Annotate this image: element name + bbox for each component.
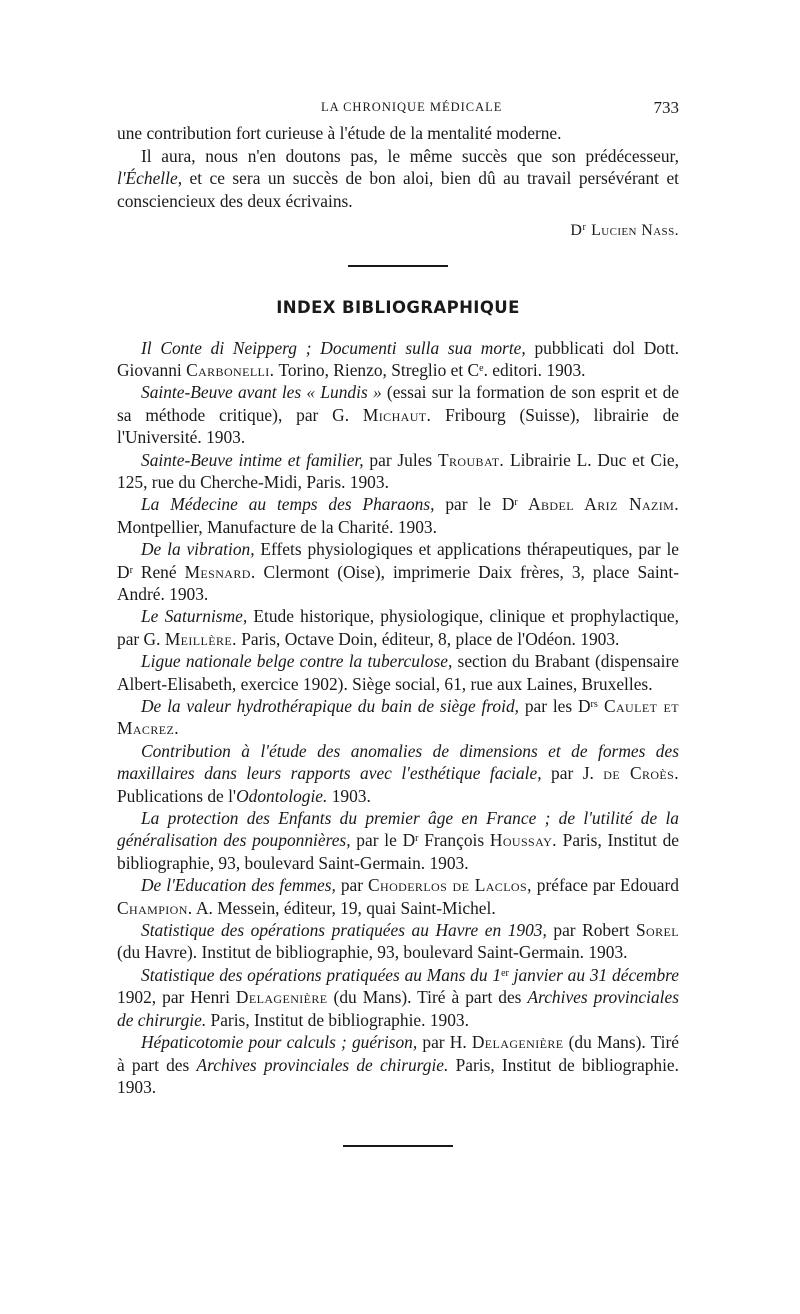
- bibliography-entry: Statistique des opérations pratiquées au Mans du 1er janvier au 31 décembre 1902, par Henri Delagenière (du Mans). Tiré à part des Archives provinciales de chirurgie. Paris, Institut de bibliographie. 1903.: [117, 964, 679, 1030]
- bibliography-entry: Sainte-Beuve avant les « Lundis » (essai sur la formation de son esprit et de sa méthode critique), par G. Michaut. Fribourg (Suisse), librairie de l'Université. 1903.: [117, 382, 679, 448]
- bibliography-entry: La protection des Enfants du premier âge en France ; de l'utilité de la généralisation des pouponnières, par le $D^r$ François Houssay. Paris, Institut de bibliographie, 93, boulevard Saint-Germain. 1903.: [117, 808, 679, 873]
- bibliography-entry: La Médecine au temps des Pharaons, par le $D^r$ Abdel Ariz Nazim. Montpellier, Manufacture de la Charité. 1903.: [117, 494, 680, 537]
- bibliography-entry: Le Saturnisme, Etude historique, physiologique, clinique et prophylactique, par G. Meillère. Paris, Octave Doin, éditeur, 8, place de l'Odéon. 1903.: [117, 606, 679, 649]
- bibliography-entry: Contribution à l'étude des anomalies de dimensions et de formes des maxillaires dans leurs rapports avec l'esthétique faciale, par J. de Croès. Publications de l'Odontologie. 1903.: [117, 740, 679, 806]
- page-number: 733: [653, 98, 679, 117]
- bibliography-entry: Hépaticotomie pour calculs ; guérison, par H. Delagenière (du Mans). Tiré à part des Archives provinciales de chirurgie. Paris, Institut de bibliographie. 1903.: [117, 1032, 680, 1097]
- section-divider: [348, 265, 448, 267]
- bibliography-entry: Sainte-Beuve intime et familier, par Jules Troubat. Librairie L. Duc et Cie, 125, rue du Cherche-Midi, Paris. 1903.: [117, 449, 679, 492]
- bibliography-entry: De la vibration, Effets physiologiques et applications thérapeutiques, par le $D^r$ René Mesnard. Clermont (Oise), imprimerie Daix frères, 3, place Saint-André. 1903.: [117, 539, 679, 604]
- author-signature: $D^r$ Lucien Nass.: [570, 222, 679, 239]
- section-title: INDEX BIBLIOGRAPHIQUE: [276, 297, 520, 317]
- bibliography-entry: Statistique des opérations pratiquées au Havre en 1903, par Robert Sorel (du Havre). Institut de bibliographie, 93, boulevard Saint-Germain. 1903.: [117, 920, 679, 963]
- bibliography-entry: De l'Education des femmes, par Choderlos de Laclos, préface par Edouard Champion. A. Messein, éditeur, 19, quai Saint-Michel.: [117, 875, 679, 918]
- page: [117, 96, 679, 1147]
- bibliography-list: [117, 337, 679, 1099]
- end-divider: [343, 1145, 453, 1147]
- bibliography-entry: Il Conte di Neipperg ; Documenti sulla sua morte, pubblicati dol Dott. Giovanni Carbonelli. Torino, Rienzo, Streglio et Ce. editori. 1903.: [117, 337, 680, 380]
- running-head: [117, 96, 679, 122]
- bibliography-entry: Ligue nationale belge contre la tuberculose, section du Brabant (dispensaire Albert-Elisabeth, exercice 1902). Siège social, 61, rue aux Laines, Bruxelles.: [117, 651, 679, 694]
- bibliography-entry: De la valeur hydrothérapique du bain de siège froid, par les $D^{rs}$ Caulet et Macrez.: [117, 696, 679, 739]
- closing-paragraph: Il aura, nous n'en doutons pas, le même succès que son prédécesseur, l'Échelle, et ce sera un succès de bon aloi, bien dû au travail persévérant et consciencieux des deux écrivains.: [117, 145, 679, 211]
- running-title: LA CHRONIQUE MÉDICALE: [321, 100, 503, 114]
- continuation-paragraph: une contribution fort curieuse à l'étude de la mentalité moderne.: [117, 123, 562, 143]
- book-title: l'Échelle: [117, 168, 178, 188]
